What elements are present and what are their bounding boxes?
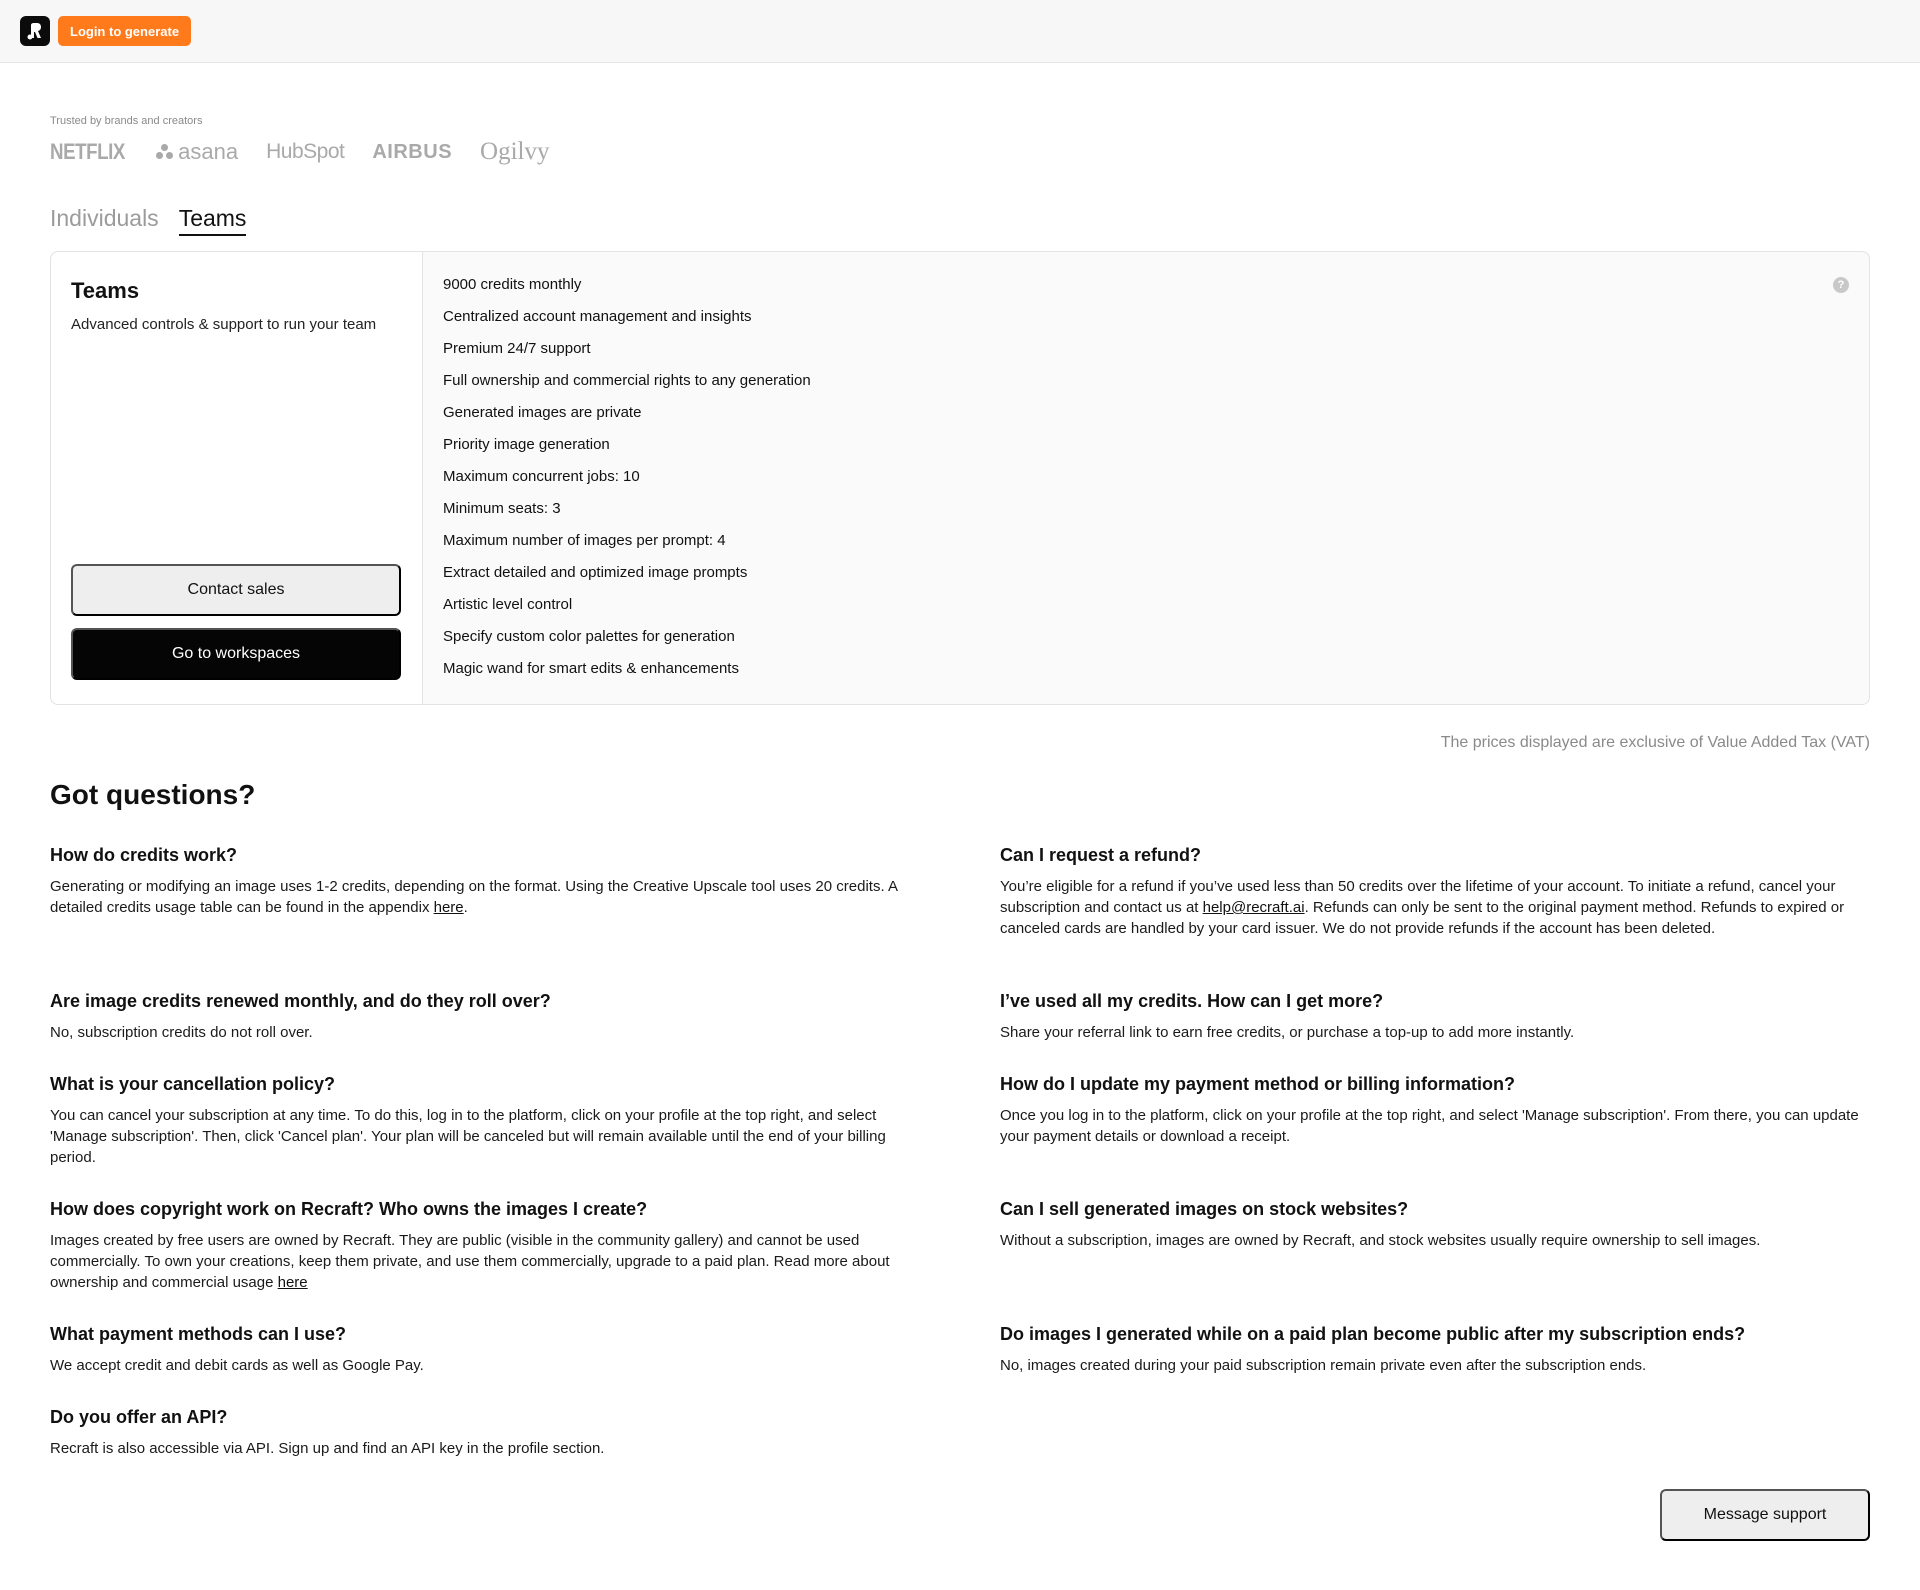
feature-item: Premium 24/7 support xyxy=(443,340,591,357)
faq-item xyxy=(50,844,930,918)
faq-answer: We accept credit and debit cards as well as Google Pay. xyxy=(50,1357,424,1374)
feature-item: Full ownership and commercial rights to any generation xyxy=(443,372,811,389)
faq-question: How do credits work? xyxy=(50,845,238,865)
faq-answer: Without a subscription, images are owned by Recraft, and stock websites usually require ownership to sell images. xyxy=(1000,1232,1761,1249)
faq-question: Do you offer an API? xyxy=(50,1407,228,1427)
feature-item: Maximum concurrent jobs: 10 xyxy=(443,468,640,485)
feature-item: Centralized account management and insights xyxy=(443,308,752,325)
recraft-logo-icon[interactable] xyxy=(20,16,50,46)
faq-answer: Generating or modifying an image uses 1-2 credits, depending on the format. Using the Creative Upscale tool uses 20 credits. A detailed credits usage table can be found in the appendix here. xyxy=(50,878,898,916)
faq-question: How does copyright work on Recraft? Who owns the images I create? xyxy=(50,1199,648,1219)
faq-answer: Once you log in to the platform, click on your profile at the top right, and select 'Manage subscription'. From there, you can update your payment details or download a receipt. xyxy=(1000,1107,1859,1145)
feature-item: Magic wand for smart edits & enhancements xyxy=(443,660,739,677)
appendix-link[interactable]: here xyxy=(433,899,464,916)
message-support-button[interactable]: Message support xyxy=(1660,1489,1870,1541)
asana-dots-icon xyxy=(156,144,174,160)
go-to-workspaces-button[interactable]: Go to workspaces xyxy=(71,628,401,680)
faq-answer: Recraft is also accessible via API. Sign up and find an API key in the profile section. xyxy=(50,1440,605,1457)
feature-item: Artistic level control xyxy=(443,596,573,613)
faq-question: What is your cancellation policy? xyxy=(50,1074,336,1094)
plan-title: Teams xyxy=(71,278,140,303)
plan-tabs xyxy=(50,205,246,236)
faq-question: Do images I generated while on a paid plan become public after my subscription ends? xyxy=(1000,1324,1746,1344)
feature-item: Minimum seats: 3 xyxy=(443,500,561,517)
teams-plan-card xyxy=(50,251,1870,705)
faq-item xyxy=(50,990,930,1043)
faq-answer: You can cancel your subscription at any time. To do this, log in to the platform, click on your profile at the top right, and select 'Manage subscription'. Then, click 'Cancel plan'. Your plan will be canceled but will remain available until the end of your billing period. xyxy=(50,1107,886,1166)
ogilvy-logo: Ogilvy xyxy=(480,138,550,165)
faq-answer: No, subscription credits do not roll over. xyxy=(50,1024,313,1041)
plan-summary xyxy=(51,252,423,704)
brand-logos xyxy=(50,138,549,166)
faq-item xyxy=(50,1073,930,1168)
faq-question: Are image credits renewed monthly, and do they roll over? xyxy=(50,991,551,1011)
faq-item xyxy=(1000,990,1880,1043)
faq-item xyxy=(50,1198,930,1293)
ownership-link[interactable]: here xyxy=(277,1274,308,1291)
faq-item xyxy=(1000,1073,1880,1147)
top-bar xyxy=(0,0,1920,63)
feature-item: Specify custom color palettes for generation xyxy=(443,628,735,645)
faq-question: What payment methods can I use? xyxy=(50,1324,347,1344)
feature-item: Generated images are private xyxy=(443,404,642,421)
tab-individuals[interactable]: Individuals xyxy=(50,205,159,231)
feature-item: 9000 credits monthly xyxy=(443,276,582,293)
faq-question: I’ve used all my credits. How can I get more? xyxy=(1000,991,1384,1011)
faq-item xyxy=(1000,1323,1880,1376)
feature-item: Maximum number of images per prompt: 4 xyxy=(443,532,726,549)
faq-question: Can I sell generated images on stock websites? xyxy=(1000,1199,1409,1219)
tab-teams[interactable]: Teams xyxy=(179,205,247,236)
asana-logo xyxy=(156,139,238,165)
contact-sales-button[interactable]: Contact sales xyxy=(71,564,401,616)
airbus-logo: AIRBUS xyxy=(372,140,453,163)
support-email-link[interactable]: help@recraft.ai xyxy=(1202,899,1305,916)
netflix-logo: NETFLIX xyxy=(50,139,125,164)
feature-item: Extract detailed and optimized image prompts xyxy=(443,564,748,581)
faq-answer: Share your referral link to earn free credits, or purchase a top-up to add more instantly. xyxy=(1000,1024,1575,1041)
faq-item xyxy=(1000,1198,1880,1251)
faq-answer: You’re eligible for a refund if you’ve used less than 50 credits over the lifetime of your account. To initiate a refund, cancel your subscription and contact us at help@recraft.ai. Refunds can only be sent to the original payment method. Refunds to expired or canceled cards are handled by your card issuer. We do not provide refunds if the account has been deleted. xyxy=(1000,878,1845,937)
login-to-generate-button[interactable]: Login to generate xyxy=(58,16,191,46)
faq-answer: Images created by free users are owned by Recraft. They are public (visible in the community gallery) and cannot be used commercially. To own your creations, keep them private, and use them commercially, upgrade to a paid plan. Read more about ownership and commercial usage here xyxy=(50,1232,890,1291)
faq-item xyxy=(1000,844,1880,939)
faq-title: Got questions? xyxy=(50,779,256,810)
hubspot-logo: HubSpot xyxy=(266,140,345,163)
vat-note: The prices displayed are exclusive of Value Added Tax (VAT) xyxy=(1440,734,1870,751)
help-icon[interactable]: ? xyxy=(1833,277,1849,293)
feature-item: Priority image generation xyxy=(443,436,610,453)
faq-item xyxy=(50,1406,930,1459)
asana-logo-text: asana xyxy=(178,139,239,164)
plan-features xyxy=(423,252,1869,704)
trusted-label: Trusted by brands and creators xyxy=(50,115,203,127)
faq-answer: No, images created during your paid subscription remain private even after the subscription ends. xyxy=(1000,1357,1647,1374)
faq-question: How do I update my payment method or billing information? xyxy=(1000,1074,1516,1094)
faq-item xyxy=(50,1323,930,1376)
plan-subtitle: Advanced controls & support to run your team xyxy=(71,316,377,333)
faq-question: Can I request a refund? xyxy=(1000,845,1202,865)
